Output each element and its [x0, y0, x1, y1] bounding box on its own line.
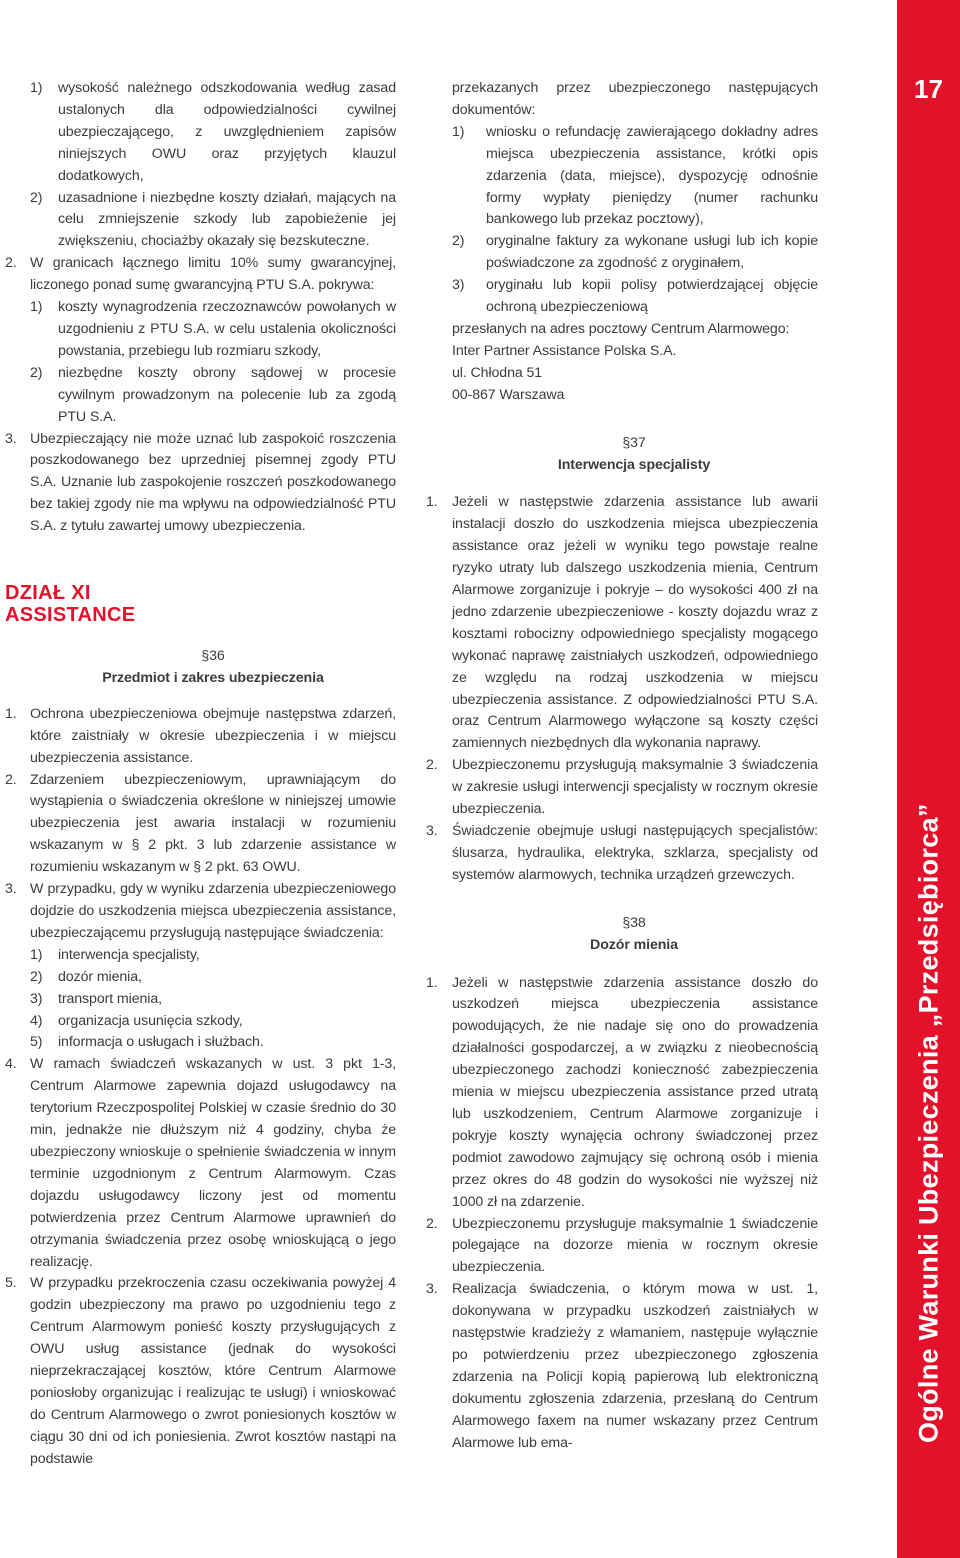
section-title — [5, 582, 396, 626]
item-number: 1. — [426, 494, 438, 511]
list-item — [0, 253, 396, 297]
item-text: dozór mienia, — [58, 968, 142, 985]
item-text: koszty wynagrodzenia rzeczoznawców powołanych w uzgodnieniu z PTU S.A. w celu ustalenia okoliczności powstania, przebiegu lub rozmiaru szkody, — [58, 299, 396, 359]
item-number: 1) — [30, 299, 43, 316]
list-item — [0, 78, 396, 188]
item-number: 3) — [452, 277, 465, 294]
item-text: transport mienia, — [58, 990, 162, 1007]
item-text: oryginału lub kopii polisy potwierdzającej objęcie ochroną ubezpieczeniową — [486, 277, 818, 316]
list-item — [0, 1054, 396, 1273]
list-item — [0, 945, 396, 967]
paragraph-heading — [420, 913, 818, 957]
item-number: 3) — [30, 990, 43, 1007]
list-item — [0, 188, 396, 254]
item-number: 1. — [426, 974, 438, 991]
list-item — [420, 275, 818, 319]
item-text: Ubezpieczający nie może uznać lub zaspokoić roszczenia poszkodowanego bez uprzedniej pisemnej zgody PTU S.A. Uznanie lub zaspokojenie roszczeń poszkodowanego bez takiej zgody nie ma wpływu na odpowiedzialność PTU S.A. z tytułu zawartej umowy ubezpieczenia. — [30, 430, 396, 535]
paragraph-symbol: §36 — [201, 648, 225, 665]
list-item — [0, 429, 396, 539]
item-text: Zdarzeniem ubezpieczeniowym, uprawniającym do wystąpienia o świadczenia określone w niniejszej umowie ubezpieczenia jest awaria instalacji w rozumieniu wskazanym w § 2 pkt. 3 lub zdarzenie assistance w rozumieniu wskazanym w § 2 pkt. 63 OWU. — [30, 771, 396, 876]
item-number: 3. — [426, 1281, 438, 1298]
paragraph-title: Przedmiot i zakres ubezpieczenia — [102, 669, 324, 686]
item-text: Jeżeli w następstwie zdarzenia assistance doszło do uszkodzeń miejsca ubezpieczenia assistance powodujących, że nie nadaje się ono do prowadzenia działalności gospodarczej, a w związku z nieobecnością ubezpieczonego zachodzi konieczność zabezpieczenia mienia w miejscu ubezpieczenia assistance przed utratą lub uszkodzeniem, Centrum Alarmowe zorganizuje i pokryje koszty wynajęcia ochrony świadczonej przez podmiot zawodowo zajmujący się ochroną osób i mienia przez okres do 48 godzin do wysokości nie wyższej niż 1000 zł na zdarzenie. — [452, 974, 818, 1210]
address-line: przesłanych na adres pocztowy Centrum Alarmowego: — [452, 320, 790, 337]
item-text: W przypadku, gdy w wyniku zdarzenia ubezpieczeniowego dojdzie do uszkodzenia miejsca ubezpieczenia assistance, ubezpieczającemu przysługują następujące świadczenia: — [30, 881, 396, 941]
item-text: Realizacja świadczenia, o którym mowa w ust. 1, dokonywana w przypadku uszkodzeń zaistniałych w następstwie kradzieży z włamaniem, następuje wyłącznie po potwierdzeniu przez ubezpieczonego zgłoszenia zdarzenia na Policji kopią papierową lub elektroniczną dokumentu zgłoszenia zdarzenia, przesłaną do Centrum Alarmowego faxem na numer wskazany przez Centrum Alarmowe lub ema- — [452, 1281, 818, 1451]
list-item — [420, 755, 818, 821]
item-number: 3. — [5, 881, 17, 898]
paragraph-heading — [420, 433, 818, 477]
item-number: 5. — [5, 1275, 17, 1292]
item-number: 1. — [5, 705, 17, 722]
item-text: Jeżeli w następstwie zdarzenia assistance lub awarii instalacji doszło do uszkodzenia miejsca ubezpieczenia assistance oraz jeżeli w wyniku tego powstaje realne ryzyko utraty lub dalszego uszkodzenia mienia, Centrum Alarmowe zorganizuje i pokryje – do wysokości 400 zł na jedno zdarzenie ubezpieczeniowe - koszty dojazdu wraz z kosztami robocizny odpowiedniego specjalisty mogącego wykonać naprawę zaistniałych uszkodzeń, odpowiedniego ze względu na rodzaj uszkodzenia w miejscu ubezpieczenia assistance. Z odpowiedzialności PTU S.A. oraz Centrum Alarmowego wyłączone są koszty części zamiennych niezbędnych dla wykonania naprawy. — [452, 494, 818, 752]
right-column — [420, 78, 818, 1454]
item-number: 3. — [426, 823, 438, 839]
item-text: W ramach świadczeń wskazanych w ust. 3 pkt 1-3, Centrum Alarmowe zapewnia dojazd usługodawcy na terytorium Rzeczpospolitej Polskiej w czasie średnio do 30 min, jednakże nie dłuższym niż 4 godziny, chyba że ubezpieczony wnioskuje o spełnienie świadczenia w innym terminie uzgodnionym z Centrum Alarmowym. Czas dojazdu usługodawcy liczony jest od momentu potwierdzenia przez Centrum Alarmowe uprawnień do otrzymania świadczenia przez osobę wnioskującą o jego realizację. — [30, 1056, 396, 1270]
item-number: 3. — [5, 430, 17, 447]
list-item — [0, 770, 396, 880]
document-title-vertical: Ogólne Warunki Ubezpieczenia „Przedsiębiorca” — [913, 803, 944, 1443]
item-text: niezbędne koszty obrony sądowej w procesie cywilnym prowadzonym na polecenie lub za zgodą PTU S.A. — [58, 364, 396, 425]
item-number: 2) — [452, 233, 465, 250]
item-text: interwencja specjalisty, — [58, 946, 200, 963]
list-item — [0, 363, 396, 429]
list-item — [0, 704, 396, 770]
item-text: Ubezpieczonemu przysługuje maksymalnie 1 świadczenie polegające na dozorze mienia w rocznym okresie ubezpieczenia. — [452, 1215, 818, 1276]
item-number: 1) — [30, 80, 43, 96]
item-number: 2) — [30, 189, 43, 206]
left-column — [0, 78, 396, 1471]
section-title-line: DZIAŁ XI — [5, 582, 91, 605]
paragraph-symbol: §38 — [622, 914, 646, 931]
item-text: wniosku o refundację zawierającego dokładny adres miejsca ubezpieczenia assistance, krótki opis zdarzenia (data, miejsce), dyspozycję odnośnie formy wypłaty pieniędzy (numer rachunku bankowego lub przekaz pocztowy), — [486, 123, 818, 228]
item-text: wysokość należnego odszkodowania według zasad ustalonych dla odpowiedzialności cywilnej ubezpieczającego, z uwzględnieniem zapisów niniejszych OWU oraz przyjętych klauzul dodatkowych, — [58, 80, 396, 184]
list-item — [420, 973, 818, 1214]
paragraph-title: Dozór mienia — [590, 936, 678, 953]
paragraph-heading — [0, 646, 396, 690]
item-number: 4) — [30, 1012, 43, 1029]
item-number: 2. — [5, 771, 17, 788]
item-text: W przypadku przekroczenia czasu oczekiwania powyżej 4 godzin ubezpieczony ma prawo po uzgodnieniu tego z Centrum Alarmowym ponieść koszty przysługujących z OWU usług assistance (jednak do wysokości nieprzekraczającej kosztów, które Centrum Alarmowe poniosłoby organizując i realizując te usługi) i wnioskować do Centrum Alarmowego o zwrot poniesionych kosztów w ciągu 30 dni od ich poniesienia. Zwrot kosztów nastąpi na podstawie — [30, 1275, 396, 1467]
item-text: informacja o usługach i służbach. — [58, 1034, 264, 1051]
item-text: W granicach łącznego limitu 10% sumy gwarancyjnej, liczonego ponad sumę gwarancyjną PTU S.A. pokrywa: — [30, 255, 396, 294]
item-number: 2. — [426, 1215, 438, 1232]
item-text: Ochrona ubezpieczeniowa obejmuje następstwa zdarzeń, które zaistniały w okresie ubezpieczenia i w miejscu ubezpieczenia assistance. — [30, 705, 396, 766]
list-item — [0, 879, 396, 945]
list-item — [420, 492, 818, 755]
item-text: oryginalne faktury za wykonane usługi lub ich kopie poświadczone za zgodność z oryginałem, — [486, 233, 818, 272]
section-title-line: ASSISTANCE — [5, 604, 136, 627]
address-line: 00-867 Warszawa — [452, 386, 565, 403]
item-number: 1) — [30, 946, 43, 963]
item-number: 2. — [5, 255, 17, 272]
item-number: 1) — [452, 123, 465, 140]
item-text: Świadczenie obejmuje usługi następujących specjalistów: ślusarza, hydraulika, elektryka, szklarza, specjalisty od systemów alarmowych, technika urządzeń grzewczych. — [452, 823, 818, 883]
item-number: 2) — [30, 968, 43, 985]
item-text: organizacja usunięcia szkody, — [58, 1012, 243, 1029]
list-item — [0, 1032, 396, 1054]
item-text: Ubezpieczonemu przysługują maksymalnie 3 świadczenia w zakresie usługi interwencji specjalisty w rocznym okresie ubezpieczenia. — [452, 757, 818, 818]
list-item — [0, 1011, 396, 1033]
item-number: 2) — [30, 364, 43, 381]
item-text: uzasadnione i niezbędne koszty działań, mających na celu zmniejszenie szkody lub zapobieżenie jej zwiększeniu, chociażby okazały się bezskuteczne. — [58, 189, 396, 250]
list-item — [0, 1273, 396, 1470]
list-item — [420, 231, 818, 275]
address-line: ul. Chłodna 51 — [452, 364, 543, 381]
list-item — [0, 967, 396, 989]
list-item — [420, 1214, 818, 1280]
item-number: 5) — [30, 1034, 43, 1051]
item-number: 2. — [426, 757, 438, 774]
list-item — [420, 122, 818, 232]
list-item — [0, 297, 396, 363]
list-item — [420, 821, 818, 887]
list-item — [420, 1279, 818, 1454]
page-number: 17 — [914, 74, 943, 104]
address-line: Inter Partner Assistance Polska S.A. — [452, 342, 677, 359]
paragraph-title: Interwencja specjalisty — [557, 456, 711, 473]
paragraph-text: przekazanych przez ubezpieczonego następujących dokumentów: — [452, 80, 818, 118]
paragraph-symbol: §37 — [622, 434, 646, 451]
list-item — [0, 989, 396, 1011]
item-number: 4. — [5, 1056, 17, 1073]
